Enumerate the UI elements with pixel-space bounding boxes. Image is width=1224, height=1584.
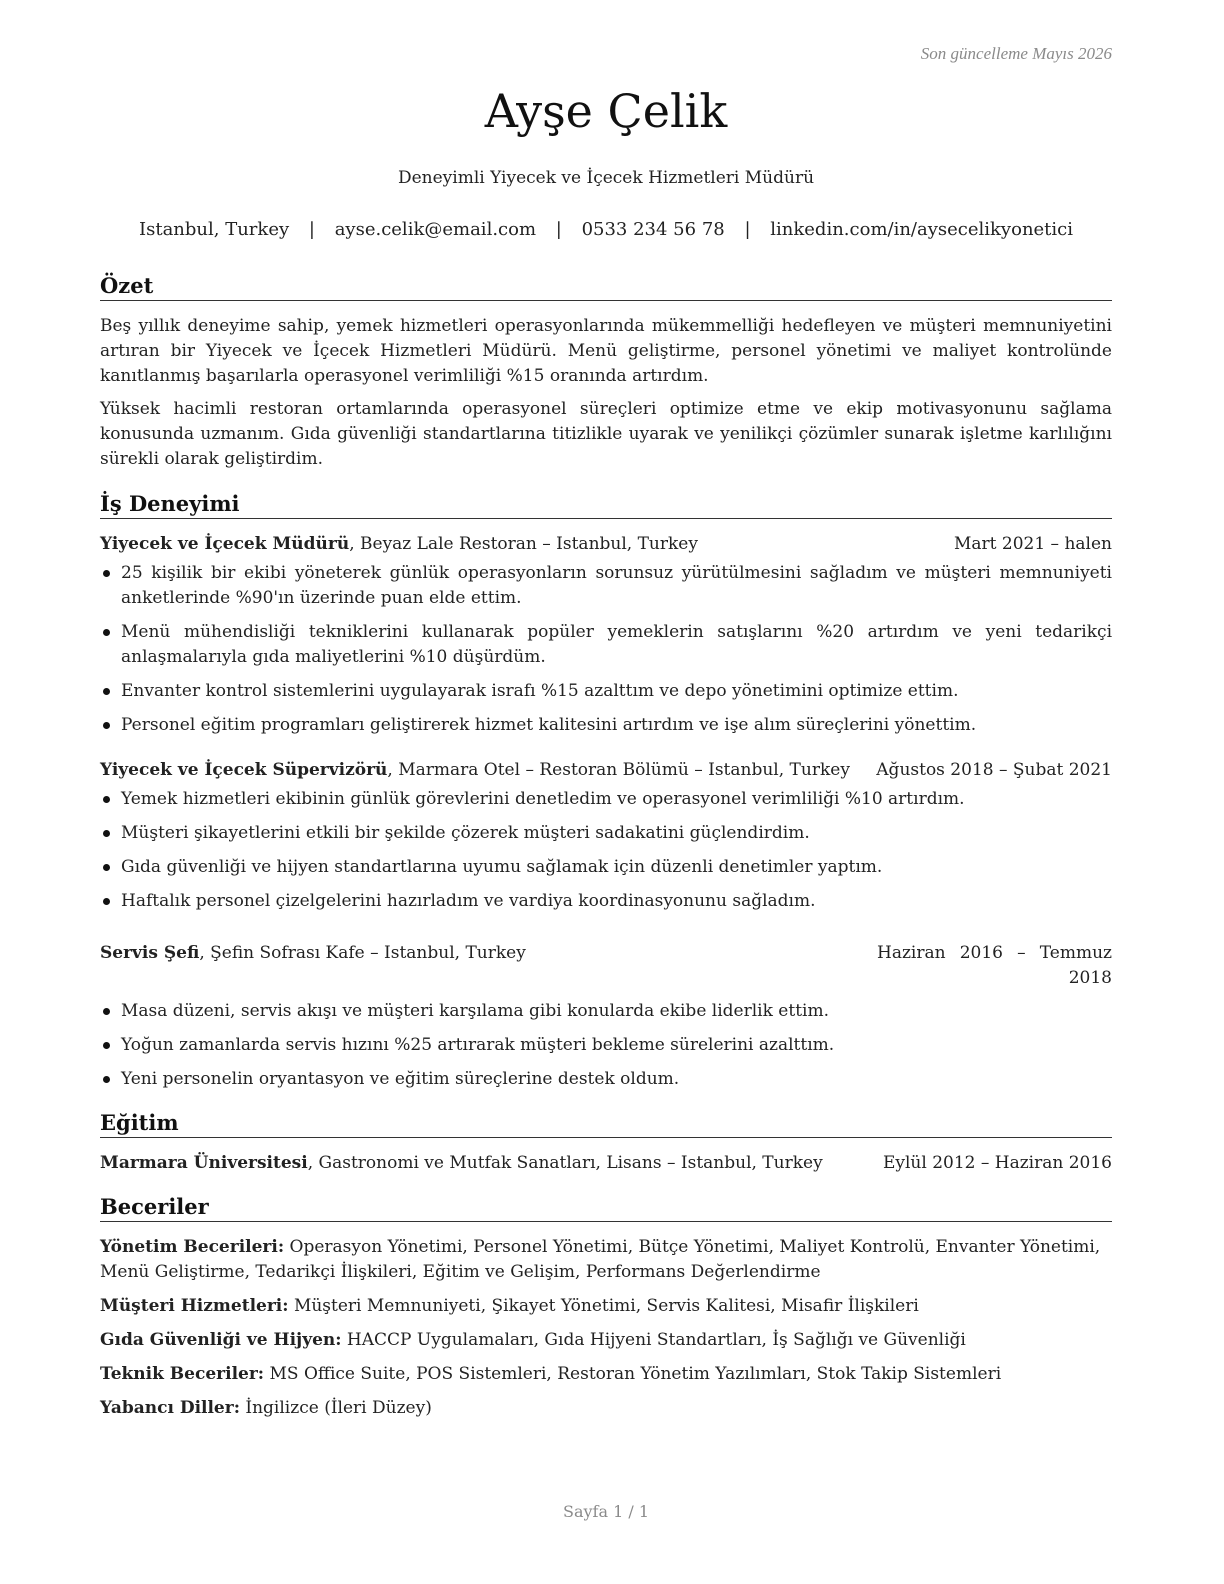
job-role-company <box>100 758 850 783</box>
skill-line <box>100 1294 1112 1319</box>
bullet-text: Envanter kontrol sistemlerini uygulayarak israfı %15 azalttım ve depo yönetimini optimize ettim. <box>121 681 959 701</box>
last-updated: Son güncelleme Mayıs 2026 <box>920 44 1112 63</box>
bullet-text: Müşteri şikayetlerini etkili bir şekilde çözerek müşteri sadakatini güçlendirdim. <box>121 823 810 843</box>
job-header <box>100 758 1112 783</box>
job-dates: Haziran 2016 – Temmuz 2018 <box>877 943 1112 988</box>
section-title-education: Eğitim <box>100 1109 1112 1138</box>
list-item <box>100 561 1112 611</box>
job-role-company <box>100 532 698 557</box>
list-item <box>100 620 1112 670</box>
skill-value: MS Office Suite, POS Sistemleri, Restoran Yönetim Yazılımları, Stok Takip Sistemleri <box>264 1364 1002 1384</box>
skill-line <box>100 1328 1112 1353</box>
bullet-text: Masa düzeni, servis akışı ve müşteri karşılama gibi konularda ekibe liderlik ettim. <box>121 1001 829 1021</box>
job-company: , Beyaz Lale Restoran – Istanbul, Turkey <box>349 534 698 554</box>
bullet-icon <box>103 722 110 729</box>
contact-linkedin[interactable]: linkedin.com/in/aysecelikyonetici <box>770 219 1074 240</box>
job-company: , Marmara Otel – Restoran Bölümü – Istanbul, Turkey <box>387 760 850 780</box>
summary-paragraph: Beş yıllık deneyime sahip, yemek hizmetleri operasyonlarında mükemmelliği hedefleyen ve müşteri memnuniyetini artıran bir Yiyecek ve İçecek Hizmetleri Müdürü. Menü geliştirme, personel yönetimi ve maliyet kontrolünde kanıtlanmış başarılarla operasyonel verimliliği %15 oranında artırdım. <box>100 316 1112 386</box>
bullet-icon <box>103 796 110 803</box>
bullet-icon <box>103 570 110 577</box>
contact-separator: | <box>744 219 751 240</box>
list-item <box>100 787 1112 812</box>
job-dates: Ağustos 2018 – Şubat 2021 <box>876 760 1112 780</box>
education-entry <box>100 1151 1112 1176</box>
candidate-name: Ayşe Çelik <box>484 84 728 138</box>
skill-label: Yabancı Diller: <box>100 1398 240 1418</box>
bullet-icon <box>103 898 110 905</box>
contact-phone: 0533 234 56 78 <box>581 219 725 240</box>
skills-section <box>100 1235 1112 1430</box>
job-entry <box>100 532 1112 747</box>
bullet-text: Personel eğitim programları geliştirerek hizmet kalitesini artırdım ve işe alım süreçlerini yönettim. <box>121 715 977 735</box>
bullet-text: 25 kişilik bir ekibi yöneterek günlük operasyonların sorunsuz yürütülmesini sağladım ve müşteri memnuniyeti anketlerinde %90'ın üzerinde puan elde ettim. <box>121 563 1112 608</box>
section-title-summary: Özet <box>100 272 1112 301</box>
education-detail: , Gastronomi ve Mutfak Sanatları, Lisans – Istanbul, Turkey <box>307 1153 823 1173</box>
skill-line <box>100 1362 1112 1387</box>
bullet-icon <box>103 688 110 695</box>
job-bullets <box>100 999 1112 1092</box>
job-header <box>100 941 1112 991</box>
summary-paragraph: Yüksek hacimli restoran ortamlarında operasyonel süreçleri optimize etme ve ekip motivasyonunu sağlama konusunda uzmanım. Gıda güvenliği standartlarına titizlikle uyarak ve yenilikçi çözümler sunarak işletme karlılığını sürekli olarak geliştirdim. <box>100 399 1112 469</box>
skill-label: Yönetim Becerileri: <box>100 1237 285 1257</box>
job-bullets <box>100 787 1112 914</box>
skill-label: Gıda Güvenliği ve Hijyen: <box>100 1330 342 1350</box>
summary-section <box>100 314 1112 480</box>
contact-separator: | <box>555 219 562 240</box>
job-role: Yiyecek ve İçecek Süpervizörü <box>100 760 388 780</box>
list-item <box>100 821 1112 846</box>
contact-email[interactable]: ayse.celik@email.com <box>334 219 537 240</box>
skill-label: Müşteri Hizmetleri: <box>100 1296 289 1316</box>
bullet-icon <box>103 1008 110 1015</box>
bullet-icon <box>103 629 110 636</box>
contact-separator: | <box>308 219 315 240</box>
bullet-text: Menü mühendisliği tekniklerini kullanarak popüler yemeklerin satışlarını %20 artırdım ve yeni tedarikçi anlaşmalarıyla gıda maliyetlerini %10 düşürdüm. <box>121 622 1112 667</box>
list-item <box>100 1067 1112 1092</box>
skill-value: Operasyon Yönetimi, Personel Yönetimi, Bütçe Yönetimi, Maliyet Kontrolü, Envanter Yönetimi, Menü Geliştirme, Tedarikçi İlişkileri, Eğitim ve Gelişim, Performans Değerlendirme <box>100 1237 1101 1282</box>
skill-value: Müşteri Memnuniyeti, Şikayet Yönetimi, Servis Kalitesi, Misafir İlişkileri <box>288 1296 919 1316</box>
candidate-title: Deneyimli Yiyecek ve İçecek Hizmetleri Müdürü <box>397 168 815 188</box>
education-school: Marmara Üniversitesi <box>100 1153 308 1173</box>
skill-line <box>100 1396 1112 1421</box>
skill-value: İngilizce (İleri Düzey) <box>239 1398 432 1418</box>
job-role: Yiyecek ve İçecek Müdürü <box>100 534 350 554</box>
list-item <box>100 1033 1112 1058</box>
bullet-icon <box>103 830 110 837</box>
bullet-text: Yoğun zamanlarda servis hızını %25 artırarak müşteri bekleme sürelerini azalttım. <box>121 1035 835 1055</box>
bullet-text: Yeni personelin oryantasyon ve eğitim süreçlerine destek oldum. <box>121 1069 680 1089</box>
contact-line <box>100 219 1112 240</box>
list-item <box>100 679 1112 704</box>
contact-location: Istanbul, Turkey <box>138 219 290 240</box>
page-number: Sayfa 1 / 1 <box>562 1502 649 1521</box>
skill-value: HACCP Uygulamaları, Gıda Hijyeni Standartları, İş Sağlığı ve Güvenliği <box>341 1330 966 1350</box>
bullet-icon <box>103 1076 110 1083</box>
bullet-text: Gıda güvenliği ve hijyen standartlarına uyumu sağlamak için düzenli denetimler yaptım. <box>121 857 883 877</box>
education-dates: Eylül 2012 – Haziran 2016 <box>882 1153 1112 1173</box>
section-title-skills: Beceriler <box>100 1193 1112 1222</box>
job-entry <box>100 941 1112 1101</box>
list-item <box>100 999 1112 1024</box>
job-role: Servis Şefi <box>100 943 200 963</box>
education-school-detail <box>100 1151 823 1176</box>
list-item <box>100 855 1112 880</box>
bullet-icon <box>103 1042 110 1049</box>
job-company: , Şefin Sofrası Kafe – Istanbul, Turkey <box>199 943 526 963</box>
bullet-text: Haftalık personel çizelgelerini hazırladım ve vardiya koordinasyonunu sağladım. <box>121 891 816 911</box>
job-header <box>100 532 1112 557</box>
list-item <box>100 713 1112 738</box>
list-item <box>100 889 1112 914</box>
job-role-company <box>100 941 526 966</box>
resume-page <box>100 0 1112 1584</box>
bullet-text: Yemek hizmetleri ekibinin günlük görevlerini denetledim ve operasyonel verimliliği %10 artırdım. <box>121 789 965 809</box>
skill-label: Teknik Beceriler: <box>100 1364 265 1384</box>
job-dates: Mart 2021 – halen <box>953 534 1112 554</box>
job-entry <box>100 758 1112 923</box>
skill-line <box>100 1235 1112 1285</box>
job-bullets <box>100 561 1112 738</box>
bullet-icon <box>103 864 110 871</box>
education-header <box>100 1151 1112 1176</box>
section-title-experience: İş Deneyimi <box>100 490 1112 519</box>
